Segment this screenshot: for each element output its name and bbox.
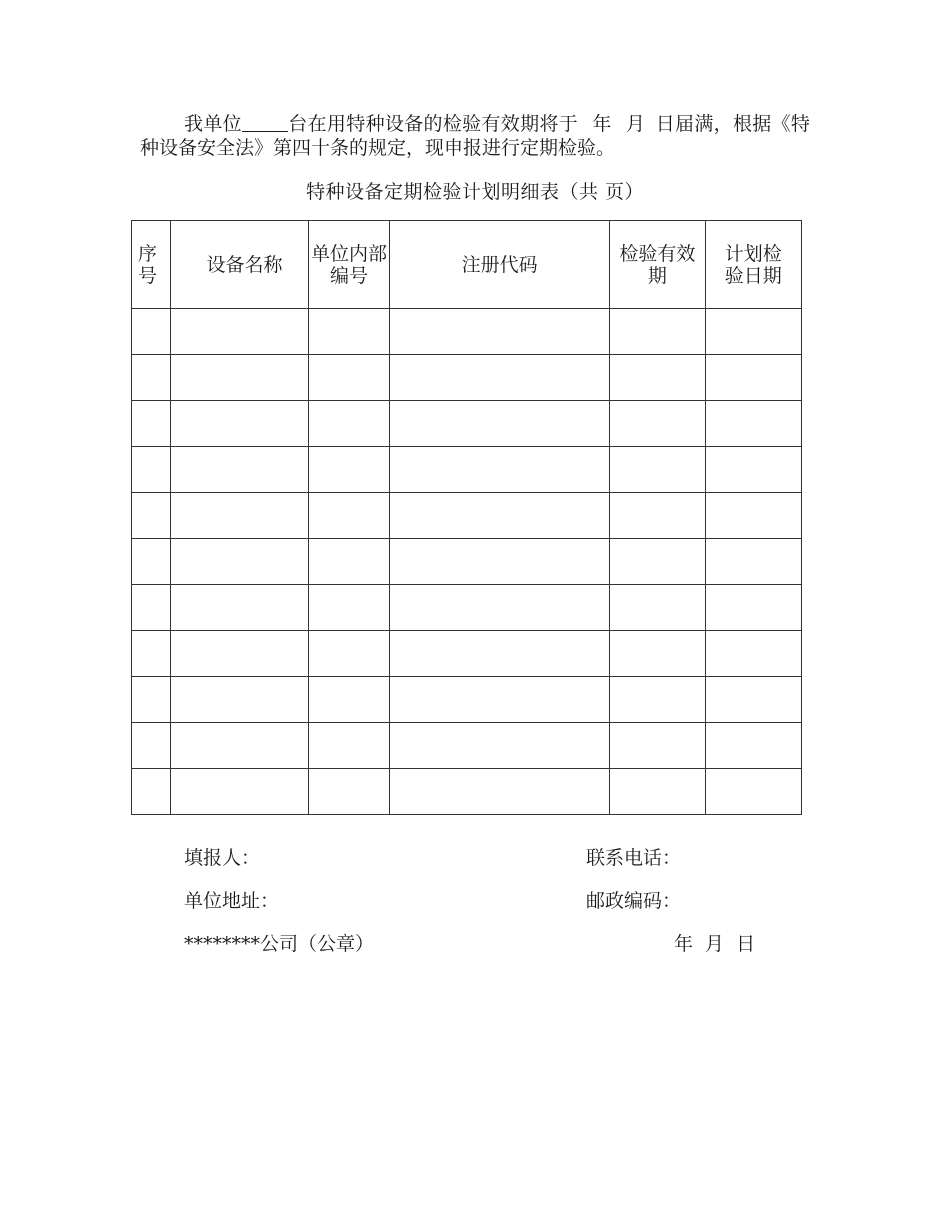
cell-valid-period[interactable] (610, 539, 705, 585)
cell-planned-date[interactable] (705, 447, 801, 493)
cell-internal-number[interactable] (308, 723, 389, 769)
cell-registration-code[interactable] (390, 631, 610, 677)
cell-planned-date[interactable] (705, 677, 801, 723)
cell-serial[interactable] (132, 447, 171, 493)
intro-part2: 台在用特种设备的检验有效期将于 (287, 113, 579, 135)
footer-row-1 (184, 843, 784, 867)
cell-planned-date[interactable] (705, 309, 801, 355)
cell-planned-date[interactable] (705, 355, 801, 401)
cell-valid-period[interactable] (610, 769, 705, 815)
reporter-label: 填报人： (184, 847, 261, 869)
cell-internal-number[interactable] (308, 677, 389, 723)
cell-valid-period[interactable] (610, 631, 705, 677)
cell-internal-number[interactable] (308, 493, 389, 539)
cell-serial[interactable] (132, 769, 171, 815)
cell-registration-code[interactable] (390, 309, 610, 355)
table-body (132, 309, 802, 815)
table-row (132, 769, 802, 815)
cell-internal-number[interactable] (308, 447, 389, 493)
cell-valid-period[interactable] (610, 585, 705, 631)
cell-registration-code[interactable] (390, 769, 610, 815)
signature-date: 年 月 日 (674, 933, 756, 955)
cell-planned-date[interactable] (705, 723, 801, 769)
cell-registration-code[interactable] (390, 677, 610, 723)
cell-registration-code[interactable] (390, 401, 610, 447)
cell-serial[interactable] (132, 677, 171, 723)
cell-planned-date[interactable] (705, 401, 801, 447)
cell-valid-period[interactable] (610, 677, 705, 723)
cell-serial[interactable] (132, 309, 171, 355)
inspection-plan-table (131, 220, 802, 815)
header-registration-code: 注册代码 (390, 221, 610, 309)
phone-label: 联系电话： (586, 847, 682, 869)
cell-planned-date[interactable] (705, 493, 801, 539)
cell-planned-date[interactable] (705, 539, 801, 585)
intro-part1: 我单位 (184, 113, 242, 135)
cell-internal-number[interactable] (308, 309, 389, 355)
intro-part3: 日届满，根据《特种设备安全法》第四十条的规定，现申报进行定期检验。 (140, 113, 810, 159)
table-row (132, 493, 802, 539)
table-row (132, 447, 802, 493)
table-row (132, 309, 802, 355)
cell-device-name[interactable] (171, 585, 309, 631)
cell-planned-date[interactable] (705, 769, 801, 815)
cell-internal-number[interactable] (308, 585, 389, 631)
cell-serial[interactable] (132, 723, 171, 769)
table-row (132, 401, 802, 447)
intro-year: 年 (592, 113, 612, 135)
cell-serial[interactable] (132, 585, 171, 631)
cell-planned-date[interactable] (705, 631, 801, 677)
cell-valid-period[interactable] (610, 355, 705, 401)
table-row (132, 355, 802, 401)
cell-registration-code[interactable] (390, 447, 610, 493)
header-planned-date: 计划检验日期 (705, 221, 801, 309)
cell-device-name[interactable] (171, 677, 309, 723)
header-device-name: 设备名称 (171, 221, 309, 309)
header-valid-period: 检验有效期 (610, 221, 705, 309)
cell-registration-code[interactable] (390, 539, 610, 585)
cell-registration-code[interactable] (390, 585, 610, 631)
cell-device-name[interactable] (171, 493, 309, 539)
cell-planned-date[interactable] (705, 585, 801, 631)
table-header-row (132, 221, 802, 309)
table-row (132, 585, 802, 631)
cell-valid-period[interactable] (610, 493, 705, 539)
cell-internal-number[interactable] (308, 539, 389, 585)
cell-device-name[interactable] (171, 309, 309, 355)
company-seal-text: ********公司（公章） (184, 933, 375, 955)
cell-serial[interactable] (132, 539, 171, 585)
cell-device-name[interactable] (171, 723, 309, 769)
cell-registration-code[interactable] (390, 493, 610, 539)
cell-internal-number[interactable] (308, 631, 389, 677)
cell-valid-period[interactable] (610, 309, 705, 355)
cell-device-name[interactable] (171, 631, 309, 677)
cell-serial[interactable] (132, 401, 171, 447)
intro-month: 月 (625, 113, 646, 135)
cell-valid-period[interactable] (610, 447, 705, 493)
cell-serial[interactable] (132, 493, 171, 539)
table-title: 特种设备定期检验计划明细表（共 页） (305, 181, 645, 203)
cell-internal-number[interactable] (308, 355, 389, 401)
cell-internal-number[interactable] (308, 769, 389, 815)
table-row (132, 723, 802, 769)
cell-registration-code[interactable] (390, 355, 610, 401)
cell-registration-code[interactable] (390, 723, 610, 769)
header-serial: 序号 (132, 221, 171, 309)
cell-valid-period[interactable] (610, 723, 705, 769)
address-label: 单位地址： (184, 890, 280, 912)
footer-row-2 (184, 886, 784, 910)
postcode-label: 邮政编码： (586, 890, 682, 912)
table-row (132, 539, 802, 585)
cell-internal-number[interactable] (308, 401, 389, 447)
table-row (132, 631, 802, 677)
cell-device-name[interactable] (171, 539, 309, 585)
cell-device-name[interactable] (171, 401, 309, 447)
cell-serial[interactable] (132, 631, 171, 677)
cell-device-name[interactable] (171, 447, 309, 493)
cell-device-name[interactable] (171, 769, 309, 815)
unit-count-blank[interactable] (242, 113, 288, 132)
footer-row-3 (184, 929, 784, 953)
cell-serial[interactable] (132, 355, 171, 401)
intro-paragraph (140, 112, 810, 160)
header-internal-number: 单位内部编号 (308, 221, 389, 309)
cell-device-name[interactable] (171, 355, 309, 401)
cell-valid-period[interactable] (610, 401, 705, 447)
table-row (132, 677, 802, 723)
